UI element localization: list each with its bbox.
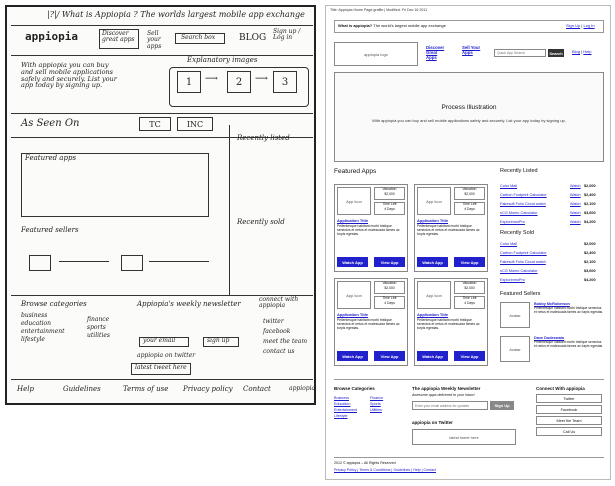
sold-price: $2,000 xyxy=(584,242,596,246)
sold-price: $2,100 xyxy=(584,260,596,264)
valuation-label: Valuation xyxy=(462,281,477,285)
connect-button[interactable]: Meet the Team xyxy=(536,416,602,425)
sold-app-link[interactable]: Carbon Footprint Calculator xyxy=(500,251,547,255)
time-left-value: 4 Days xyxy=(384,207,395,211)
discover-nav-link[interactable]: Discover Great Apps xyxy=(426,45,445,60)
category-link[interactable]: Finance xyxy=(370,396,384,400)
newsletter-heading: The appiopia Weekly Newsletter xyxy=(412,386,481,391)
view-app-button[interactable]: View App xyxy=(374,257,405,267)
time-left-label: Time Left xyxy=(462,296,477,300)
sketch-connect: connect with appiopia xyxy=(259,296,299,310)
app-icon: App Icon xyxy=(337,187,371,215)
listed-price: $3,600 xyxy=(584,211,596,215)
what-is-text: What is appiopia? The world's largest mobile app exchange xyxy=(338,23,446,28)
copyright: 2012 © appiopia – All Rights Reserved xyxy=(334,461,396,465)
process-text: With appiopia you can buy and sell mobile applications safely and securely. List your app today by signing up. xyxy=(372,118,566,123)
wireframe-panel: Title: Appiopia Home Page.graffle | Modified: Fri Dec 16 2011 What is appiopia? The world's largest mobile app exchange Sign Up | Log In appiopia logo Discover Great Apps Sell Your Apps Quick App Search Search Blog | Help Process Illustration With appiopia you can buy and sell mobile applications safely and securely. List your app today by signing up. Featured Apps Recently Listed Recently Sold Featured Sellers Browse Categories The appiopia Weekly Newsletter Awesome apps delivered to your inbox! Enter your email address for updates Sign Up appiopia on Twitter latest tweet here Connect With appiopia 2012 © appiopia – All Rights Reserved Privacy Policy | Terms & Conditions | Guidelines | Help | Contact App Icon Valuation $2,000 Time Left 4 Days Application Title Pellentesque habitant morbi tristique senectus et netus et malesuada fames ac turpis egestas. Watch App View App App Icon Valuation $2,000 Time Left 4 Days Application Title Pellentesque habitant morbi tristique senectus et netus et malesuada fames ac turpis egestas. Watch App View App App Icon Valuation $2,000 Time Left 4 Days Application Title Pellentesque habitant morbi tristique senectus et netus et malesuada fames ac turpis egestas. Watch App View App App Icon Valuation $2,000 Time Left 4 Days Application Title Pellentesque habitant morbi tristique senectus et netus et malesuada fames ac turpis egestas. Watch App View App Color Mail Watch $2,000 Carbon Footprint Calculator Watch $2,400 Fakesoft Folio Cloud watch Watch $2,100 nCG Momo Calculator Watch $3,600 ExplorinmoPro Watch $4,200 Color Mail $2,000 Carbon Footprint Calculator $2,400 Fakesoft Folio Cloud watch $2,100 nCG Momo Calculator $3,600 ExplorinmoPro $4,200 Avatar Bobby McRoberson Pellentesque habitant morbi tristique senectus et netus et malesuada fames ac turpis egestas. Avatar Dave Dudeswain Pellentesque habitant morbi tristique senectus et netus et malesuada fames ac turpis egestas. Business Education Entertainment Lifestyle Finance Sports Utilities Twitter Facebook Meet the Team Call Us xyxy=(325,5,611,480)
sketch-logo: appiopia xyxy=(25,30,78,43)
view-app-button[interactable]: View App xyxy=(454,351,485,361)
recently-sold-heading: Recently Sold xyxy=(500,230,534,236)
featured-sellers-heading: Featured Sellers xyxy=(500,291,541,297)
process-title: Process Illustration xyxy=(441,104,497,111)
app-icon: App Icon xyxy=(337,281,371,309)
seller-name-link[interactable]: Bobby McRoberson xyxy=(534,302,570,306)
connect-button[interactable]: Facebook xyxy=(536,405,602,414)
sold-price: $4,200 xyxy=(584,278,596,282)
process-illustration xyxy=(334,72,604,162)
view-app-button[interactable]: View App xyxy=(454,257,485,267)
app-description: Pellentesque habitant morbi tristique senectus et netus et malesuada fames ac turpis egestas. xyxy=(337,318,400,330)
login-link[interactable]: Log In xyxy=(583,23,595,28)
sketch-blog: BLOG xyxy=(239,33,267,43)
time-left-label: Time Left xyxy=(462,202,477,206)
sketch-featured-sellers: Featured sellers xyxy=(21,226,79,234)
search-button[interactable]: Search xyxy=(549,50,563,56)
listed-price: $2,400 xyxy=(584,193,596,197)
signup-login[interactable]: Sign Up | Log In xyxy=(566,23,595,28)
latest-tweet-box: latest tweet here xyxy=(412,429,516,445)
blog-link[interactable]: Blog xyxy=(572,49,581,54)
valuation-label: Valuation xyxy=(382,187,397,191)
watch-app-button[interactable]: Watch App xyxy=(417,257,448,267)
app-icon: App Icon xyxy=(417,187,451,215)
seller-avatar: Avatar xyxy=(500,336,530,362)
listed-app-link[interactable]: nCG Momo Calculator xyxy=(500,211,538,215)
app-title-link[interactable]: Application Title xyxy=(417,218,449,223)
seller-avatar: Avatar xyxy=(500,302,530,328)
listed-price: $4,200 xyxy=(584,220,596,224)
sold-app-link[interactable]: nCG Momo Calculator xyxy=(500,269,538,273)
connect-button[interactable]: Call Us xyxy=(536,427,602,436)
sketch-search: Search box xyxy=(181,34,216,41)
newsletter-signup-button[interactable]: Sign Up xyxy=(490,401,514,410)
app-title-link[interactable]: Application Title xyxy=(337,312,369,317)
listed-app-link[interactable]: Color Mail xyxy=(500,184,518,188)
listed-watch-link[interactable]: Watch xyxy=(570,184,581,188)
sketch-intro: With appiopia you can buy and sell mobile applications safely and securely. List your app today by signing up. xyxy=(21,61,117,90)
sold-price: $2,400 xyxy=(584,251,596,255)
sketch-explanatory: Explanatory images xyxy=(187,56,258,64)
sold-app-link[interactable]: Fakesoft Folio Cloud watch xyxy=(500,260,546,264)
app-description: Pellentesque habitant morbi tristique senectus et netus et malesuada fames ac turpis egestas. xyxy=(417,224,480,236)
seller-name-link[interactable]: Dave Dudeswain xyxy=(534,336,565,340)
listed-watch-link[interactable]: Watch xyxy=(570,220,581,224)
newsletter-email-input[interactable] xyxy=(412,401,488,410)
watch-app-button[interactable]: Watch App xyxy=(337,257,368,267)
category-link[interactable]: Business xyxy=(334,396,349,400)
valuation-value: $2,000 xyxy=(384,192,395,196)
time-left-value: 4 Days xyxy=(464,301,475,305)
featured-apps-heading: Featured Apps xyxy=(334,168,377,175)
sketch-browse: Browse categories xyxy=(21,300,87,308)
valuation-value: $2,000 xyxy=(464,286,475,290)
footer-links[interactable]: Privacy Policy | Terms & Conditions | Guidelines | Help | Contact xyxy=(334,468,436,472)
time-left-value: 4 Days xyxy=(464,207,475,211)
sketch-what-is: |?|/ What is Appiopia ? The worlds largest mobile app exchange xyxy=(47,10,305,19)
sketch-as-seen-on: As Seen On xyxy=(21,118,80,129)
sold-price: $3,600 xyxy=(584,269,596,273)
sketch-recently-sold: Recently sold xyxy=(237,218,285,226)
appiopia-logo[interactable]: appiopia logo xyxy=(334,42,418,66)
listed-watch-link[interactable]: Watch xyxy=(570,202,581,206)
category-link[interactable]: Entertainment xyxy=(334,408,357,412)
newsletter-sub: Awesome apps delivered to your inbox! xyxy=(412,393,475,397)
recently-listed-heading: Recently Listed xyxy=(500,168,538,174)
watch-app-button[interactable]: Watch App xyxy=(417,351,448,361)
watch-app-button[interactable]: Watch App xyxy=(337,351,368,361)
wireframe-title-bar: Title: Appiopia Home Page.graffle | Modified: Fri Dec 16 2011 xyxy=(330,8,428,12)
listed-app-link[interactable]: ExplorinmoPro xyxy=(500,220,525,224)
app-title-link[interactable]: Application Title xyxy=(417,312,449,317)
category-link[interactable]: Sports xyxy=(370,402,381,406)
seller-bio: Pellentesque habitant morbi tristique senectus et netus et malesuada fames ac turpis egestas. xyxy=(534,340,604,348)
time-left-label: Time Left xyxy=(382,202,397,206)
connect-heading: Connect With appiopia xyxy=(536,386,585,391)
listed-watch-link[interactable]: Watch xyxy=(570,193,581,197)
valuation-value: $2,000 xyxy=(384,286,395,290)
sketch-nav-sell: Sell your apps xyxy=(147,30,162,50)
listed-app-link[interactable]: Fakesoft Folio Cloud watch xyxy=(500,202,546,206)
listed-app-link[interactable]: Carbon Footprint Calculator xyxy=(500,193,547,197)
view-app-button[interactable]: View App xyxy=(374,351,405,361)
sketch-recently-listed: Recently listed xyxy=(237,134,290,142)
sketch-newsletter: Appiopia's weekly newsletter xyxy=(137,300,241,308)
category-link[interactable]: Utilities xyxy=(370,408,382,412)
valuation-value: $2,000 xyxy=(464,192,475,196)
listed-watch-link[interactable]: Watch xyxy=(570,211,581,215)
search-input[interactable] xyxy=(494,49,546,57)
browse-categories-heading: Browse Categories xyxy=(334,386,375,391)
connect-button[interactable]: Twitter xyxy=(536,394,602,403)
sketch-featured-apps: Featured apps xyxy=(25,154,77,162)
sell-nav-link[interactable]: Sell Your Apps xyxy=(462,45,481,55)
listed-price: $2,100 xyxy=(584,202,596,206)
signup-link[interactable]: Sign Up xyxy=(566,23,581,28)
sold-app-link[interactable]: ExplorinmoPro xyxy=(500,278,525,282)
app-description: Pellentesque habitant morbi tristique senectus et netus et malesuada fames ac turpis egestas. xyxy=(337,224,400,236)
app-icon: App Icon xyxy=(417,281,451,309)
sketch-signup: Sign up / Log in xyxy=(273,28,301,42)
valuation-label: Valuation xyxy=(462,187,477,191)
app-description: Pellentesque habitant morbi tristique senectus et netus et malesuada fames ac turpis egestas. xyxy=(417,318,480,330)
category-link[interactable]: Lifestyle xyxy=(334,414,348,418)
sketch-nav-discover: Discover great apps xyxy=(102,30,135,44)
hand-sketch-panel: |?|/ What is Appiopia ? The worlds largest mobile app exchange appiopia Discover great apps Sell your apps Search box BLOG Sign up / Log in With appiopia you can buy and sell mobile applications safely and securely. List your app today by signing up. Explanatory images 1 ⟶ 2 ⟶ 3 As Seen On TC INC Recently listed Featured apps Recently sold Featured sellers Browse categories business education entertainment lifestyle finance sports utilities Appiopia's weekly newsletter your email sign up appiopia on twitter latest tweet here connect with appiopia twitter facebook meet the team contact us Help Guidelines Terms of use Privacy policy Contact appiopia xyxy=(5,5,316,405)
twitter-heading: appiopia on Twitter xyxy=(412,420,453,425)
app-title-link[interactable]: Application Title xyxy=(337,218,369,223)
category-link[interactable]: Education xyxy=(334,402,351,406)
sold-app-link[interactable]: Color Mail xyxy=(500,242,518,246)
listed-price: $2,000 xyxy=(584,184,596,188)
valuation-label: Valuation xyxy=(382,281,397,285)
time-left-value: 4 Days xyxy=(384,301,395,305)
time-left-label: Time Left xyxy=(382,296,397,300)
seller-bio: Pellentesque habitant morbi tristique senectus et netus et malesuada fames ac turpis egestas. xyxy=(534,306,604,314)
help-link[interactable]: Help xyxy=(583,49,592,54)
